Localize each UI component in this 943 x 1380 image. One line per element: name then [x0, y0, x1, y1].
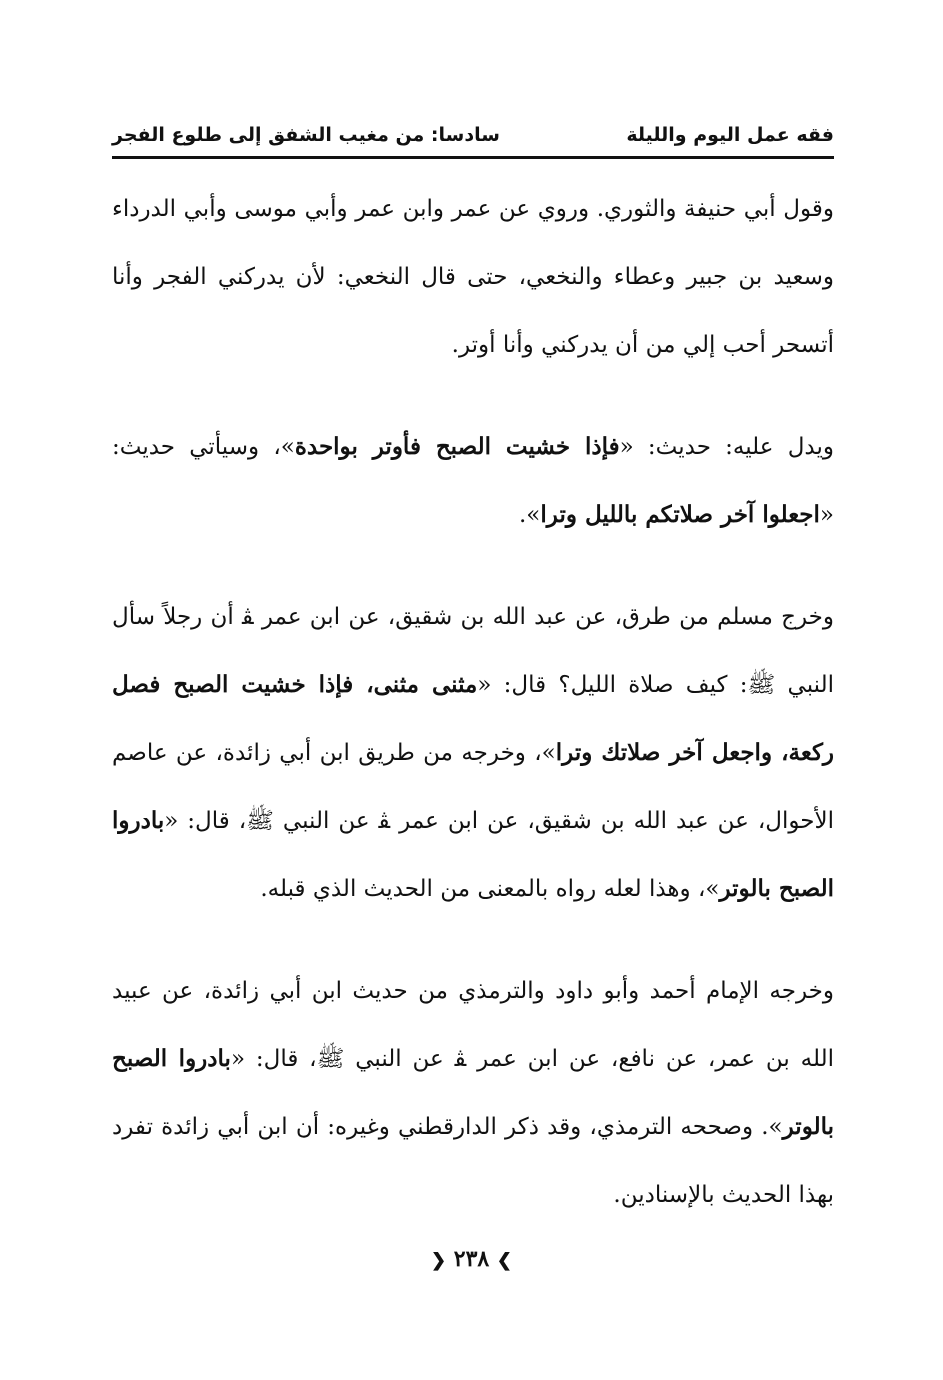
page-number-value: ٢٣٨	[453, 1246, 490, 1272]
paragraph-text: »، وخرجه من طريق ابن أبي زائدة، عن عاصم الأحوال، عن عبد الله بن شقيق، عن ابن عمر ﭭ عن النبي ﷺ، قال: «	[112, 740, 834, 834]
paragraph-text: ». وصححه الترمذي، وقد ذكر الدارقطني وغيره: أن ابن أبي زائدة تفرد بهذا الحديث بالإسنادين.	[112, 1114, 834, 1208]
page-number	[0, 1246, 943, 1272]
paragraph-text: وخرج مسلم من طرق، عن عبد الله بن شقيق، عن ابن عمر ﭭ أن رجلاً سأل النبي ﷺ: كيف صلاة الليل؟ قال: «	[112, 604, 835, 698]
paragraph-text: »، وسيأتي حديث: «	[112, 434, 834, 528]
hadith-quote: بادروا الصبح بالوتر	[112, 807, 834, 902]
paragraph	[112, 413, 834, 549]
book-title: فقه عمل اليوم والليلة	[626, 124, 834, 146]
section-title: سادسا: من مغيب الشفق إلى طلوع الفجر	[112, 124, 500, 146]
header-divider	[112, 156, 834, 159]
hadith-quote: مثنى مثنى، فإذا خشيت الصبح فصل ركعة، واجعل آخر صلاتك وترا	[112, 671, 835, 766]
paragraph	[112, 957, 834, 1229]
paragraph-text: »، وهذا لعله رواه بالمعنى من الحديث الذي قبله.	[260, 876, 720, 902]
hadith-quote: بادروا الصبح بالوتر	[112, 1045, 834, 1140]
folio-ornament-right: ❯	[496, 1249, 512, 1271]
body-text	[112, 175, 834, 1263]
paragraph	[112, 583, 834, 923]
hadith-quote: فإذا خشيت الصبح فأوتر بواحدة	[294, 433, 620, 460]
paragraph-text: ».	[518, 502, 541, 528]
folio-ornament-left: ❮	[431, 1249, 447, 1271]
hadith-quote: اجعلوا آخر صلاتكم بالليل وترا	[540, 501, 820, 528]
paragraph-text: وقول أبي حنيفة والثوري. وروي عن عمر وابن عمر وأبي موسى وأبي الدرداء وسعيد بن جبير وعطاء والنخعي، حتى قال النخعي: لأن يدركني الفجر وأنا أتسحر أحب إلي من أن يدركني وأنا أوتر.	[112, 196, 834, 358]
paragraph-text: ويدل عليه: حديث: «	[619, 434, 834, 460]
paragraph-text: وخرجه الإمام أحمد وأبو داود والترمذي من حديث ابن أبي زائدة، عن عبيد الله بن عمر، عن نافع، عن ابن عمر ﭭ عن النبي ﷺ، قال: «	[112, 978, 834, 1072]
paragraph	[112, 175, 834, 379]
running-header	[112, 118, 834, 158]
